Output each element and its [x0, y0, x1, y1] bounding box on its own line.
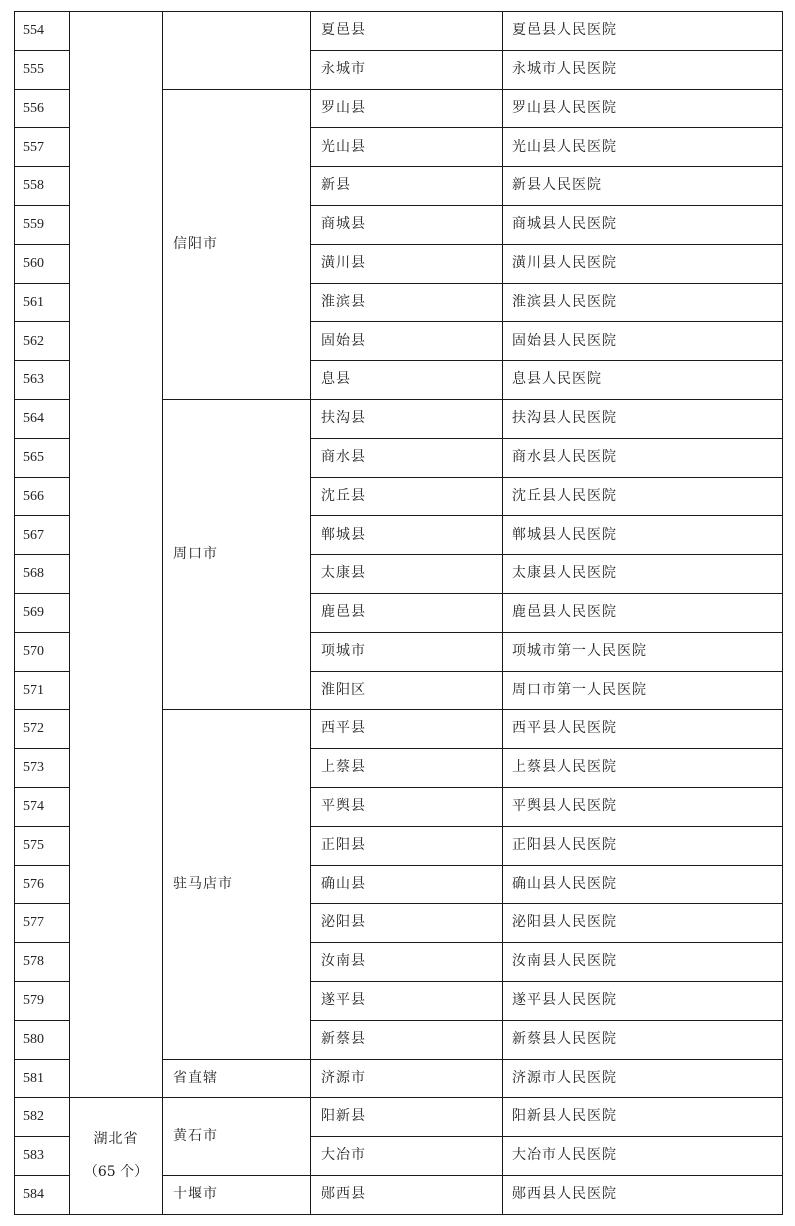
city-cell-huangshi: 黄石市 [163, 1098, 311, 1176]
province-cell-hubei [70, 1098, 163, 1214]
hospital-table [14, 11, 783, 1215]
row-number: 558 [15, 167, 70, 206]
hospital-cell: 大冶市人民医院 [503, 1137, 783, 1176]
row-number: 566 [15, 477, 70, 516]
row-number: 575 [15, 826, 70, 865]
hospital-cell: 确山县人民医院 [503, 865, 783, 904]
row-number: 555 [15, 50, 70, 89]
county-cell: 郸城县 [311, 516, 503, 555]
row-number: 568 [15, 555, 70, 594]
hospital-cell: 阳新县人民医院 [503, 1098, 783, 1137]
hospital-cell: 固始县人民医院 [503, 322, 783, 361]
table-row [15, 12, 783, 51]
row-number: 560 [15, 244, 70, 283]
county-cell: 西平县 [311, 710, 503, 749]
county-cell: 潢川县 [311, 244, 503, 283]
row-number: 569 [15, 593, 70, 632]
row-number: 578 [15, 943, 70, 982]
row-number: 581 [15, 1059, 70, 1098]
row-number: 573 [15, 749, 70, 788]
city-cell-xinyang: 信阳市 [163, 89, 311, 399]
hospital-cell: 太康县人民医院 [503, 555, 783, 594]
row-number: 570 [15, 632, 70, 671]
row-number: 576 [15, 865, 70, 904]
county-cell: 沈丘县 [311, 477, 503, 516]
hospital-cell: 汝南县人民医院 [503, 943, 783, 982]
hospital-cell: 光山县人民医院 [503, 128, 783, 167]
hospital-cell: 沈丘县人民医院 [503, 477, 783, 516]
county-cell: 商城县 [311, 205, 503, 244]
county-cell: 淮阳区 [311, 671, 503, 710]
county-cell: 固始县 [311, 322, 503, 361]
city-cell-zhoukou: 周口市 [163, 399, 311, 709]
county-cell: 阳新县 [311, 1098, 503, 1137]
hospital-cell: 周口市第一人民医院 [503, 671, 783, 710]
hospital-cell: 息县人民医院 [503, 361, 783, 400]
row-number: 574 [15, 787, 70, 826]
county-cell: 济源市 [311, 1059, 503, 1098]
county-cell: 太康县 [311, 555, 503, 594]
county-cell: 扶沟县 [311, 399, 503, 438]
county-cell: 郧西县 [311, 1175, 503, 1214]
county-cell: 泌阳县 [311, 904, 503, 943]
county-cell: 确山县 [311, 865, 503, 904]
hospital-cell: 西平县人民医院 [503, 710, 783, 749]
row-number: 584 [15, 1175, 70, 1214]
hospital-cell: 项城市第一人民医院 [503, 632, 783, 671]
county-cell: 永城市 [311, 50, 503, 89]
hospital-cell: 上蔡县人民医院 [503, 749, 783, 788]
row-number: 567 [15, 516, 70, 555]
row-number: 564 [15, 399, 70, 438]
county-cell: 商水县 [311, 438, 503, 477]
county-cell: 淮滨县 [311, 283, 503, 322]
province-count: （65 个） [83, 1164, 149, 1180]
row-number: 572 [15, 710, 70, 749]
hospital-cell: 济源市人民医院 [503, 1059, 783, 1098]
city-cell-shiyan: 十堰市 [163, 1175, 311, 1214]
table-row [15, 1098, 783, 1137]
row-number: 583 [15, 1137, 70, 1176]
row-number: 562 [15, 322, 70, 361]
hospital-cell: 郧西县人民医院 [503, 1175, 783, 1214]
province-name: 湖北省 [93, 1130, 139, 1147]
hospital-cell: 潢川县人民医院 [503, 244, 783, 283]
county-cell: 夏邑县 [311, 12, 503, 51]
hospital-cell: 淮滨县人民医院 [503, 283, 783, 322]
city-cell-zhumadian: 驻马店市 [163, 710, 311, 1059]
county-cell: 正阳县 [311, 826, 503, 865]
county-cell: 息县 [311, 361, 503, 400]
row-number: 563 [15, 361, 70, 400]
hospital-cell: 平舆县人民医院 [503, 787, 783, 826]
hospital-cell: 郸城县人民医院 [503, 516, 783, 555]
hospital-cell: 商水县人民医院 [503, 438, 783, 477]
row-number: 579 [15, 981, 70, 1020]
county-cell: 汝南县 [311, 943, 503, 982]
hospital-cell: 夏邑县人民医院 [503, 12, 783, 51]
row-number: 565 [15, 438, 70, 477]
province-cell-henan [70, 12, 163, 1098]
county-cell: 鹿邑县 [311, 593, 503, 632]
city-cell-continued [163, 12, 311, 90]
hospital-cell: 新县人民医院 [503, 167, 783, 206]
row-number: 580 [15, 1020, 70, 1059]
hospital-cell: 罗山县人民医院 [503, 89, 783, 128]
hospital-cell: 泌阳县人民医院 [503, 904, 783, 943]
hospital-cell: 商城县人民医院 [503, 205, 783, 244]
row-number: 554 [15, 12, 70, 51]
hospital-cell: 遂平县人民医院 [503, 981, 783, 1020]
county-cell: 新蔡县 [311, 1020, 503, 1059]
row-number: 571 [15, 671, 70, 710]
hospital-cell: 正阳县人民医院 [503, 826, 783, 865]
hospital-cell: 鹿邑县人民医院 [503, 593, 783, 632]
county-cell: 新县 [311, 167, 503, 206]
county-cell: 项城市 [311, 632, 503, 671]
hospital-cell: 永城市人民医院 [503, 50, 783, 89]
row-number: 577 [15, 904, 70, 943]
hospital-cell: 新蔡县人民医院 [503, 1020, 783, 1059]
county-cell: 上蔡县 [311, 749, 503, 788]
county-cell: 光山县 [311, 128, 503, 167]
county-cell: 遂平县 [311, 981, 503, 1020]
row-number: 556 [15, 89, 70, 128]
county-cell: 平舆县 [311, 787, 503, 826]
row-number: 557 [15, 128, 70, 167]
hospital-cell: 扶沟县人民医院 [503, 399, 783, 438]
city-cell-shengzhixia: 省直辖 [163, 1059, 311, 1098]
county-cell: 大冶市 [311, 1137, 503, 1176]
row-number: 561 [15, 283, 70, 322]
county-cell: 罗山县 [311, 89, 503, 128]
row-number: 582 [15, 1098, 70, 1137]
row-number: 559 [15, 205, 70, 244]
